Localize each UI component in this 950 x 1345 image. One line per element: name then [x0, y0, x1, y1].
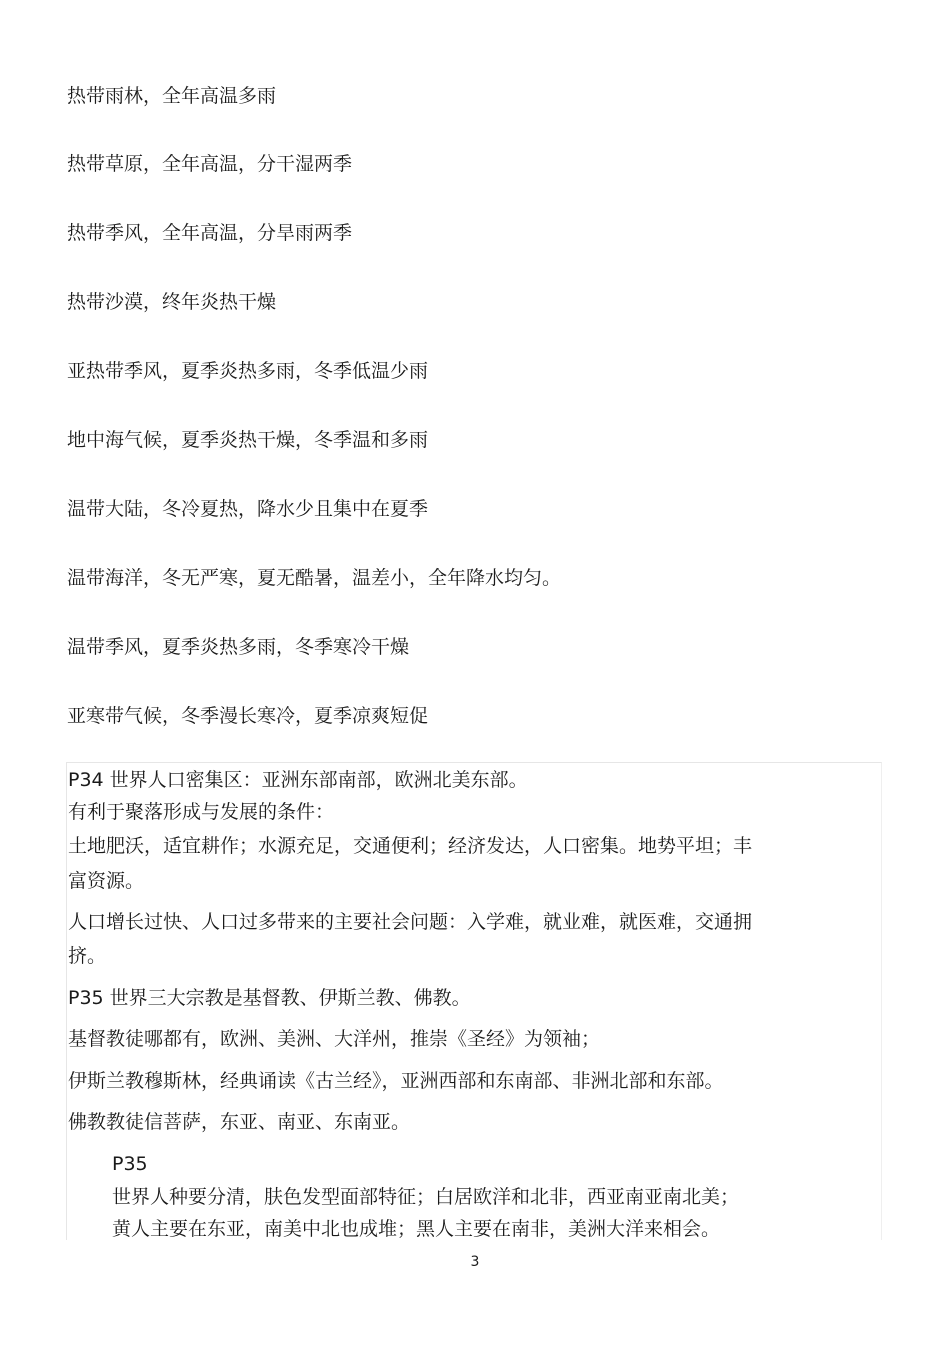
- islam-note: 伊斯兰教穆斯林，经典诵读《古兰经》，亚洲西部和东南部、非洲北部和东部。: [68, 1070, 724, 1092]
- notes-box: [66, 762, 882, 1240]
- climate-tropical-monsoon: 热带季风，全年高温，分旱雨两季: [67, 222, 353, 244]
- climate-tropical-savanna: 热带草原，全年高温，分干湿两季: [67, 153, 353, 175]
- climate-temperate-continental: 温带大陆，冬冷夏热，降水少且集中在夏季: [67, 498, 429, 520]
- climate-mediterranean: 地中海气候，夏季炎热干燥，冬季温和多雨: [67, 429, 429, 451]
- climate-subtropical-monsoon: 亚热带季风，夏季炎热多雨，冬季低温少雨: [67, 360, 429, 382]
- climate-tropical-desert: 热带沙漠，终年炎热干燥: [67, 291, 277, 313]
- population-problems-line-1: 人口增长过快、人口过多带来的主要社会问题：入学难，就业难，就医难，交通拥: [68, 911, 753, 933]
- settlement-conditions-heading: 有利于聚落形成与发展的条件：: [68, 801, 335, 823]
- population-problems-line-2: 挤。: [68, 945, 107, 967]
- climate-tropical-rainforest: 热带雨林，全年高温多雨: [67, 85, 277, 107]
- races-rhyme-line-2: 黄人主要在东亚，南美中北也成堆；黑人主要在南非，美洲大洋来相会。: [112, 1218, 721, 1240]
- world-religions-note: P35 世界三大宗教是基督教、伊斯兰教、佛教。: [68, 987, 471, 1009]
- page-number: 3: [470, 1254, 480, 1270]
- climate-subarctic: 亚寒带气候，冬季漫长寒冷，夏季凉爽短促: [67, 705, 429, 727]
- races-section-label: P35: [112, 1153, 148, 1175]
- climate-temperate-maritime: 温带海洋，冬无严寒，夏无酷暑，温差小，全年降水均匀。: [67, 567, 562, 589]
- climate-temperate-monsoon: 温带季风，夏季炎热多雨，冬季寒冷干燥: [67, 636, 410, 658]
- population-density-note: P34 世界人口密集区：亚洲东部南部，欧洲北美东部。: [68, 769, 528, 791]
- settlement-conditions-line-1: 土地肥沃，适宜耕作；水源充足，交通便利；经济发达，人口密集。地势平坦；丰: [68, 835, 753, 857]
- christianity-note: 基督教徒哪都有，欧洲、美洲、大洋州，推崇《圣经》为领袖；: [68, 1028, 601, 1050]
- races-rhyme-line-1: 世界人种要分清，肤色发型面部特征；白居欧洋和北非，西亚南亚南北美；: [112, 1186, 740, 1208]
- settlement-conditions-line-2: 富资源。: [68, 870, 145, 892]
- buddhism-note: 佛教教徒信菩萨，东亚、南亚、东南亚。: [68, 1111, 411, 1133]
